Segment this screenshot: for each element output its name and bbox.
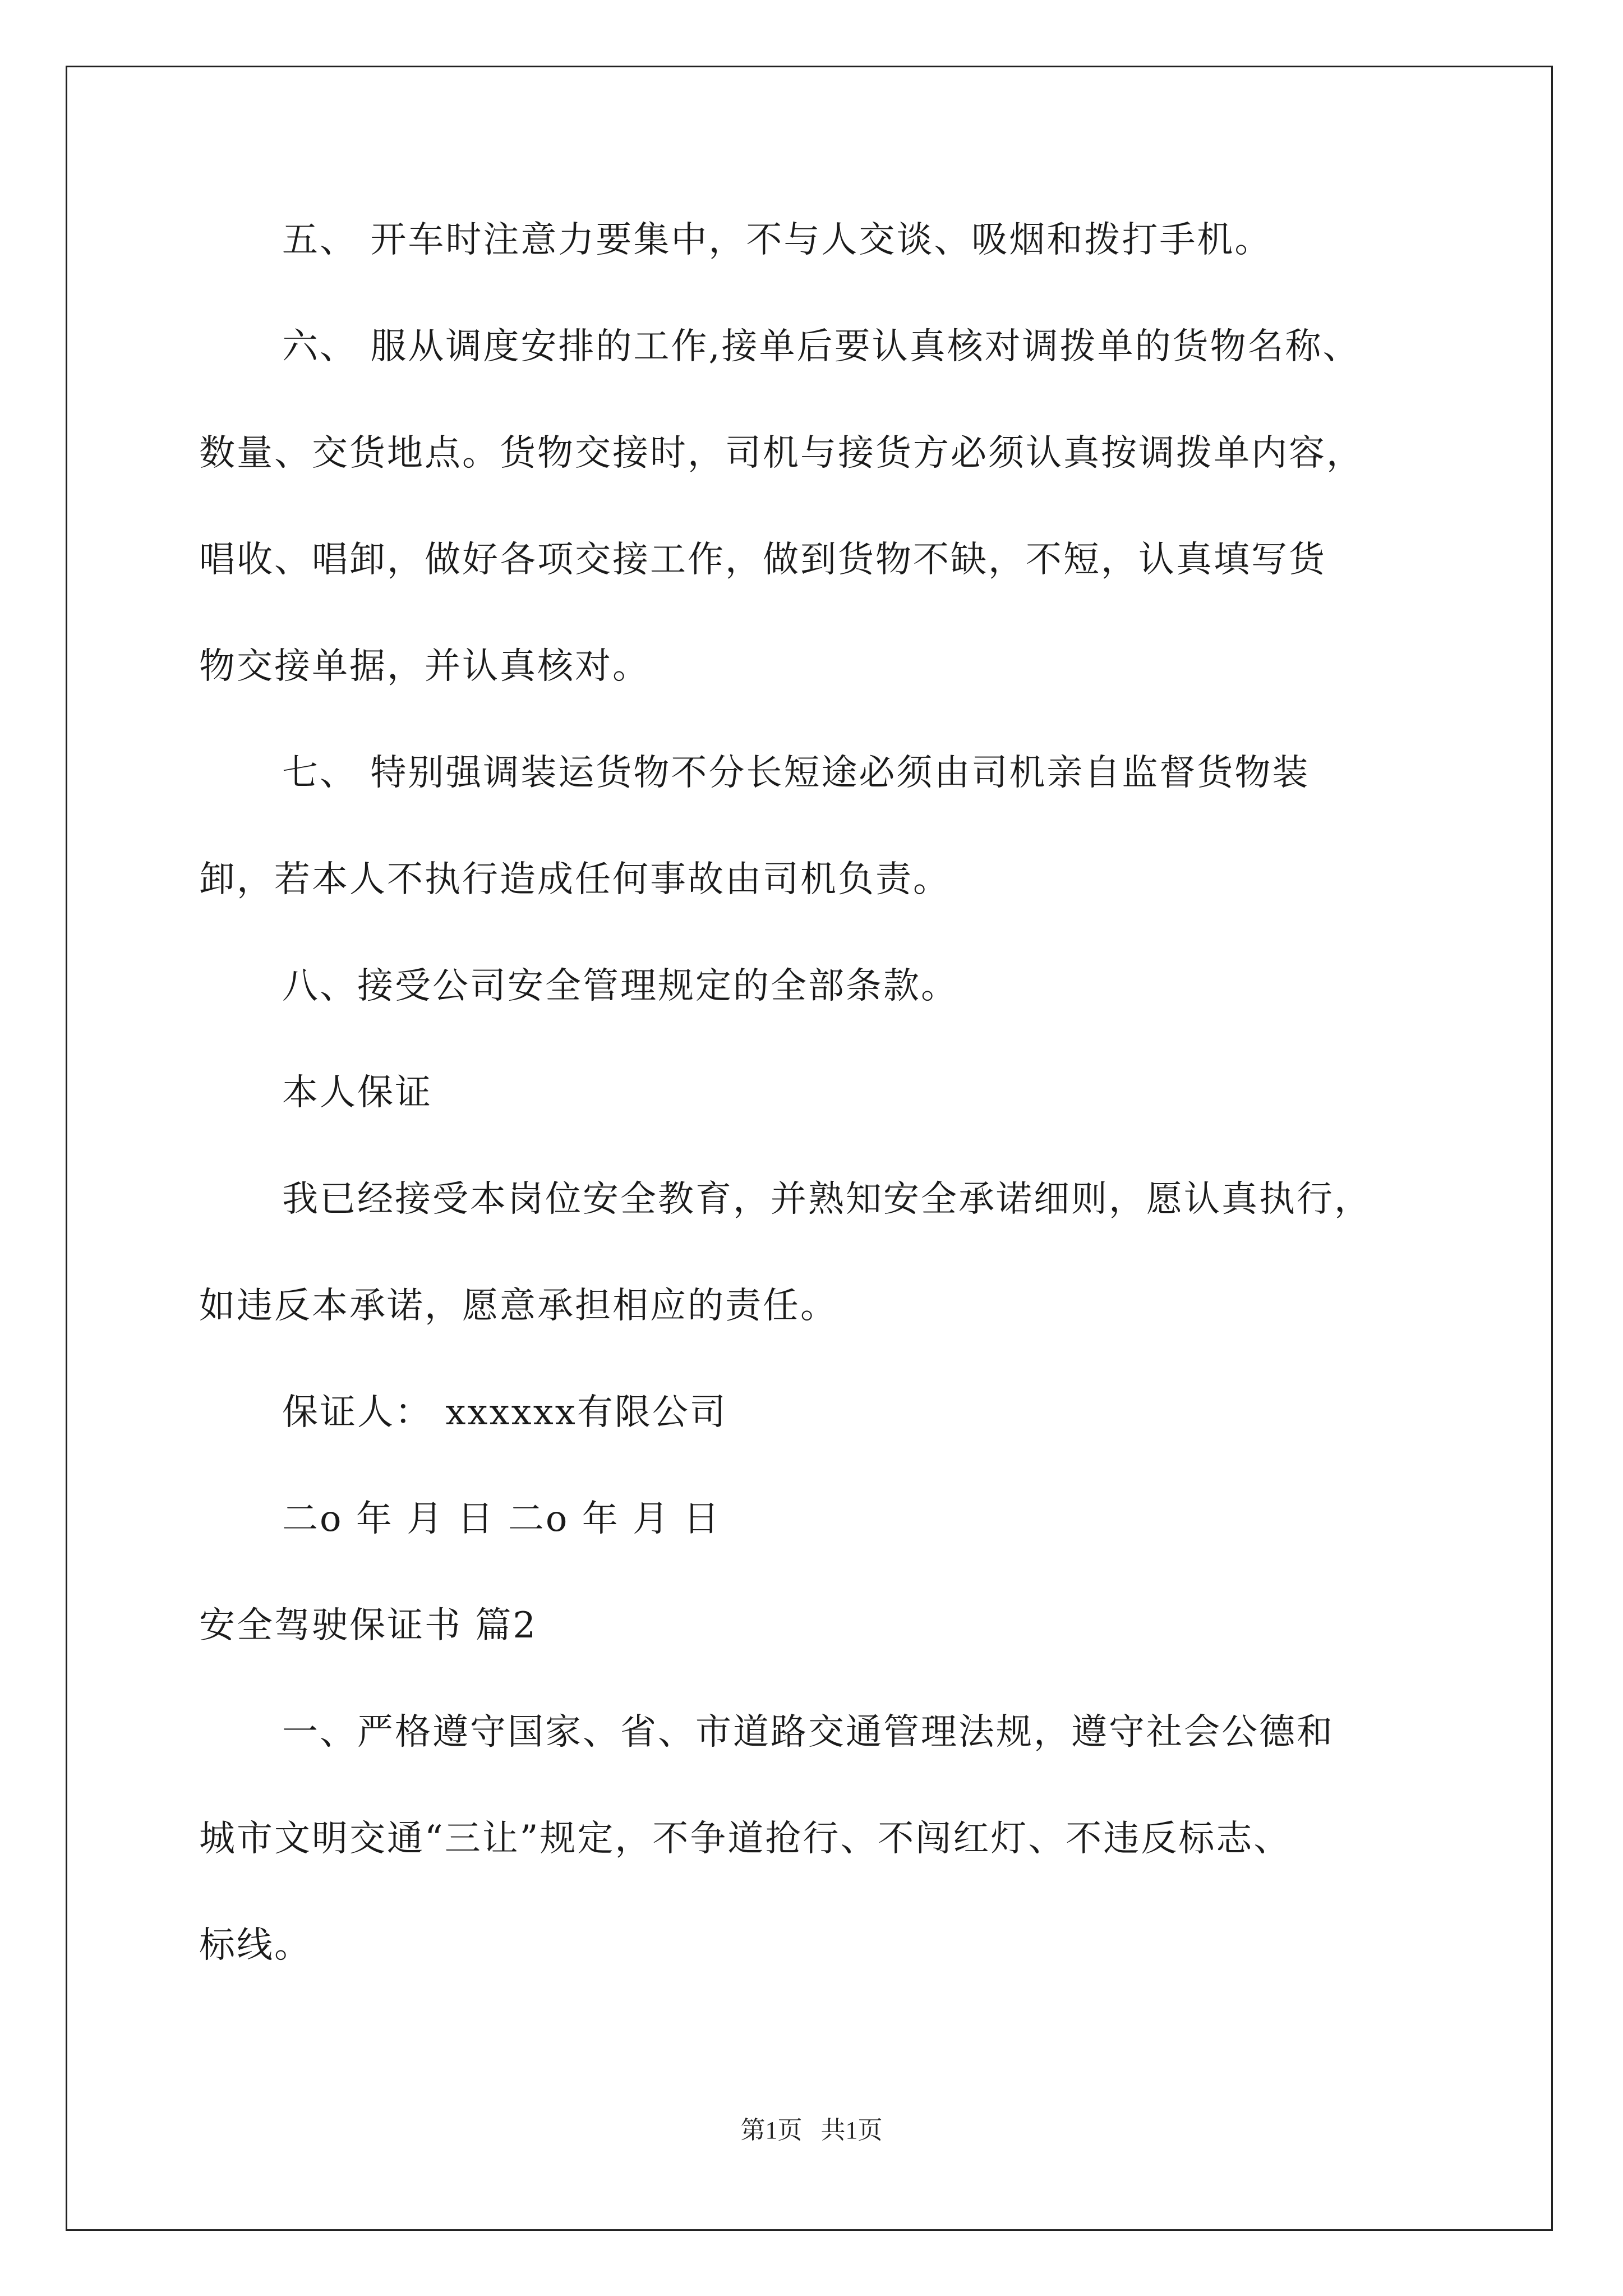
paragraph-line: 物交接单据，并认真核对。: [199, 646, 650, 687]
section-title: 安全驾驶保证书 篇2: [199, 1605, 538, 1646]
date-line: 二o 年 月 日 二o 年 月 日: [282, 1498, 721, 1540]
paragraph-line: 六、 服从调度安排的工作,接单后要认真核对调拨单的货物名称、: [282, 326, 1361, 367]
paragraph-line: 五、 开车时注意力要集中，不与人交谈、吸烟和拨打手机。: [282, 219, 1272, 261]
paragraph-line: 数量、交货地点。货物交接时，司机与接货方必须认真按调拨单内容，: [199, 432, 1364, 474]
paragraph-line: 七、 特别强调装运货物不分长短途必须由司机亲自监督货物装: [282, 752, 1310, 794]
paragraph-line: 标线。: [199, 1925, 312, 1966]
section-heading: 本人保证: [282, 1072, 432, 1114]
document-body: [199, 213, 1455, 2025]
guarantor-line: 保证人： xxxxxx有限公司: [282, 1392, 727, 1433]
page-total: 共1页: [820, 2116, 883, 2144]
paragraph-line: 唱收、唱卸，做好各项交接工作，做到货物不缺，不短，认真填写货: [199, 539, 1326, 581]
page-footer: [0, 2115, 1623, 2146]
paragraph-line: 如违反本承诺，愿意承担相应的责任。: [199, 1285, 838, 1327]
paragraph-line: 八、接受公司安全管理规定的全部条款。: [282, 965, 958, 1007]
page-number: 第1页: [740, 2116, 803, 2144]
paragraph-line: 一、严格遵守国家、省、市道路交通管理法规，遵守社会公德和: [282, 1711, 1334, 1753]
paragraph-line: 城市文明交通“三让”规定，不争道抢行、不闯红灯、不违反标志、: [199, 1818, 1292, 1860]
paragraph-line: 我已经接受本岗位安全教育，并熟知安全承诺细则，愿认真执行，: [282, 1179, 1372, 1220]
paragraph-line: 卸，若本人不执行造成任何事故由司机负责。: [199, 859, 951, 900]
